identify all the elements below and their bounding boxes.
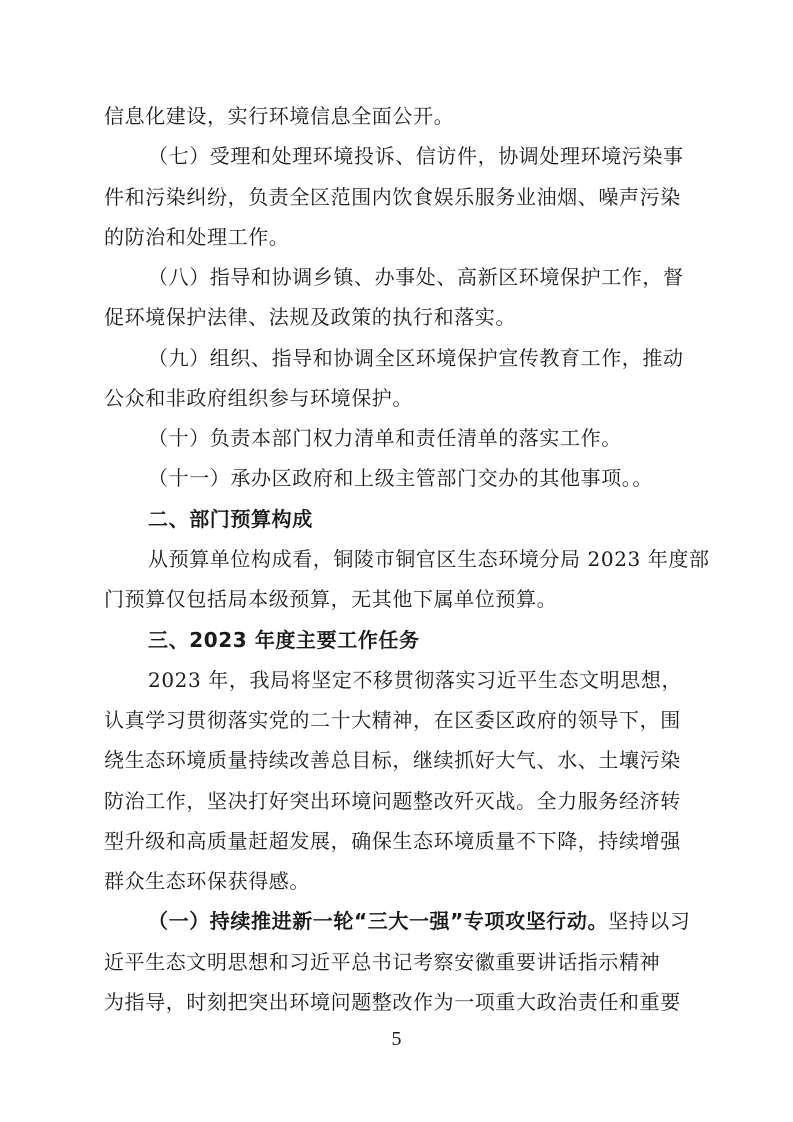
body-text-line: 近平生态文明思想和习近平总书记考察安徽重要讲话指示精神	[104, 950, 661, 974]
bold-lead-text: （一）持续推进新一轮“三大一强”专项攻坚行动。	[148, 909, 609, 933]
body-text-line	[148, 909, 691, 933]
body-text-line: 件和污染纠纷，负责全区范围内饮食娱乐服务业油烟、噪声污染	[104, 185, 681, 209]
page-number: 5	[391, 1028, 402, 1050]
body-text-line: 信息化建设，实行环境信息全面公开。	[104, 104, 455, 128]
body-text-line: （八）指导和协调乡镇、办事处、高新区环境保护工作，督	[148, 265, 684, 289]
body-text-line: 从预算单位构成看，铜陵市铜官区生态环境分局 2023 年度部	[148, 547, 710, 571]
body-text-line: 认真学习贯彻落实党的二十大精神，在区委区政府的领导下，围	[104, 708, 681, 732]
body-text-line: 防治工作，坚决打好突出环境问题整改歼灭战。全力服务经济转	[104, 789, 681, 813]
body-text-line: 型升级和高质量赶超发展，确保生态环境质量不下降，持续增强	[104, 829, 681, 853]
body-text-line: 为指导，时刻把突出环境问题整改作为一项重大政治责任和重要	[104, 990, 681, 1014]
body-text-line: 促环境保护法律、法规及政策的执行和落实。	[104, 305, 516, 329]
body-text-span: 坚持以习	[608, 909, 691, 933]
body-text-line: 公众和非政府组织参与环境保护。	[104, 386, 413, 410]
body-text-line: （九）组织、指导和协调全区环境保护宣传教育工作，推动	[148, 346, 684, 370]
body-text-line: 的防治和处理工作。	[104, 225, 290, 249]
body-text-line: （十）负责本部门权力清单和责任清单的落实工作。	[148, 426, 622, 450]
section-heading: 二、部门预算构成	[148, 507, 313, 531]
section-heading: 三、2023 年度主要工作任务	[148, 628, 420, 652]
body-text-line: 绕生态环境质量持续改善总目标，继续抓好大气、水、土壤污染	[104, 748, 681, 772]
body-text-line: （十一）承办区政府和上级主管部门交办的其他事项。。	[148, 466, 653, 490]
body-text-line: 门预算仅包括局本级预算，无其他下属单位预算。	[104, 587, 558, 611]
body-text-line: 群众生态环保获得感。	[104, 869, 310, 893]
body-text-line: （七）受理和处理环境投诉、信访件，协调处理环境污染事	[148, 144, 684, 168]
body-text-line: 2023 年，我局将坚定不移贯彻落实习近平生态文明思想，	[148, 668, 683, 692]
